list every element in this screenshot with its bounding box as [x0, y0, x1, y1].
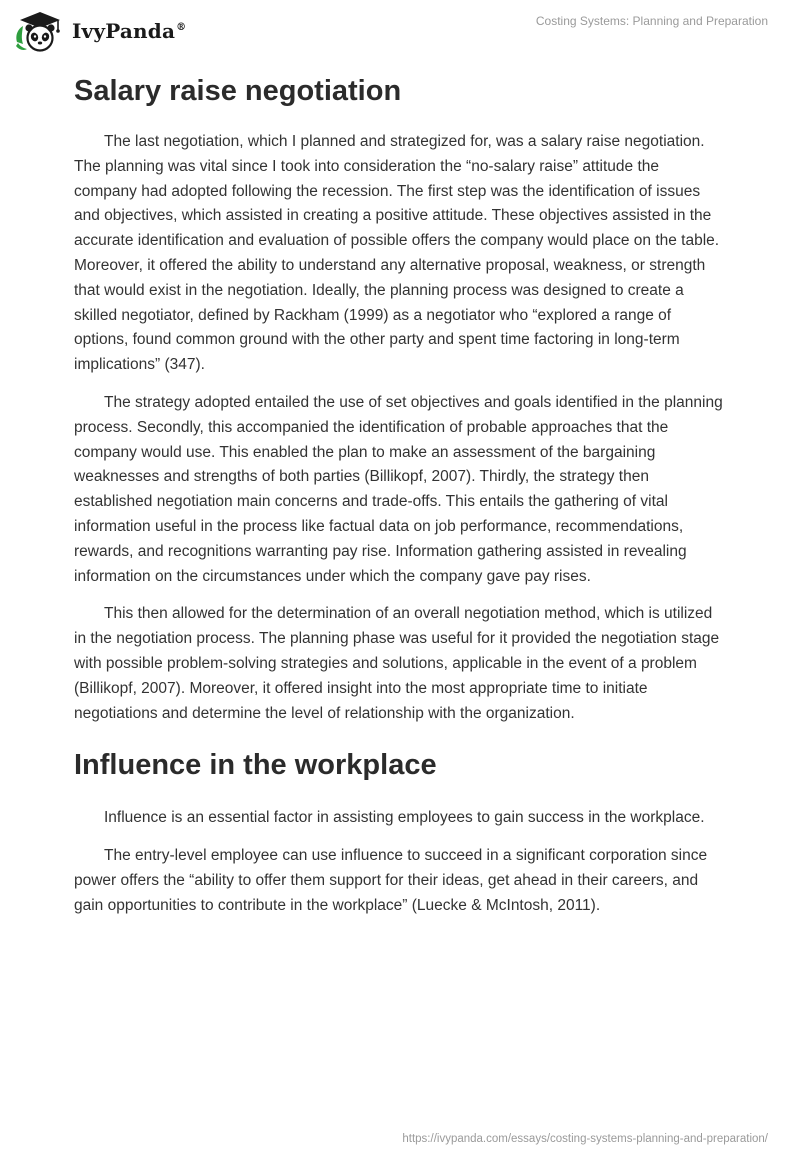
- paragraph: The strategy adopted entailed the use of set objectives and goals identified in the planning process. Secondly, this accompanied the identification of probable approaches that the company would use. This enabled the plan to make an assessment of the bargaining weaknesses and strengths of both parties (Billikopf, 2007). Thirdly, the strategy then established negotiation main concerns and trade-offs. This entails the gathering of vital information useful in the process like factual data on job performance, recommendations, rewards, and recognitions warranting pay rise. Information gathering assisted in revealing information on the circumstances under which the company gave pay rises.: [74, 393, 723, 585]
- paragraph: Influence is an essential factor in assisting employees to gain success in the workplace.: [104, 809, 705, 827]
- article-body: [74, 70, 726, 932]
- document-title: Costing Systems: Planning and Preparation: [535, 14, 768, 28]
- section-heading-influence: Influence in the workplace: [74, 749, 437, 782]
- panda-graduate-icon: [14, 8, 66, 54]
- source-url[interactable]: https://ivypanda.com/essays/costing-systems-planning-and-preparation/: [402, 1133, 768, 1145]
- paragraph: The entry-level employee can use influence to succeed in a significant corporation since power offers the “ability to offer them support for their ideas, get ahead in their careers, and gain opportunities to contribute in the workplace” (Luecke & McIntosh, 2011).: [74, 847, 708, 914]
- brand-name: IvyPanda®: [72, 19, 187, 43]
- page-header: [0, 0, 800, 60]
- paragraph: This then allowed for the determination of an overall negotiation method, which is utilized in the negotiation process. The planning phase was useful for it provided the negotiation stage with possible problem-solving strategies and solutions, applicable in the event of a problem (Billikopf, 2007). Moreover, it offered insight into the most appropriate time to initiate negotiations and determine the level of relationship with the organization.: [74, 605, 720, 722]
- section-heading-salary-raise: Salary raise negotiation: [74, 75, 402, 107]
- brand-logo[interactable]: [14, 8, 186, 54]
- registered-mark: ®: [176, 22, 187, 34]
- paragraph: The last negotiation, which I planned and strategized for, was a salary raise negotiation. The planning was vital since I took into consideration the “no-salary raise” attitude the company had adopted following the recession. The first step was the identification of issues and objectives, which assisted in creating a positive attitude. These objectives assisted in the accurate identification and evaluation of possible offers the company would place on the table. Moreover, it offered the ability to understand any alternative proposal, weakness, or strength that would exist in the negotiation. Ideally, the planning process was designed to create a skilled negotiator, defined by Rackham (1999) as a negotiator who “explored a range of options, found common ground with the other party and spent time factoring in long-term implications” (347).: [74, 133, 720, 374]
